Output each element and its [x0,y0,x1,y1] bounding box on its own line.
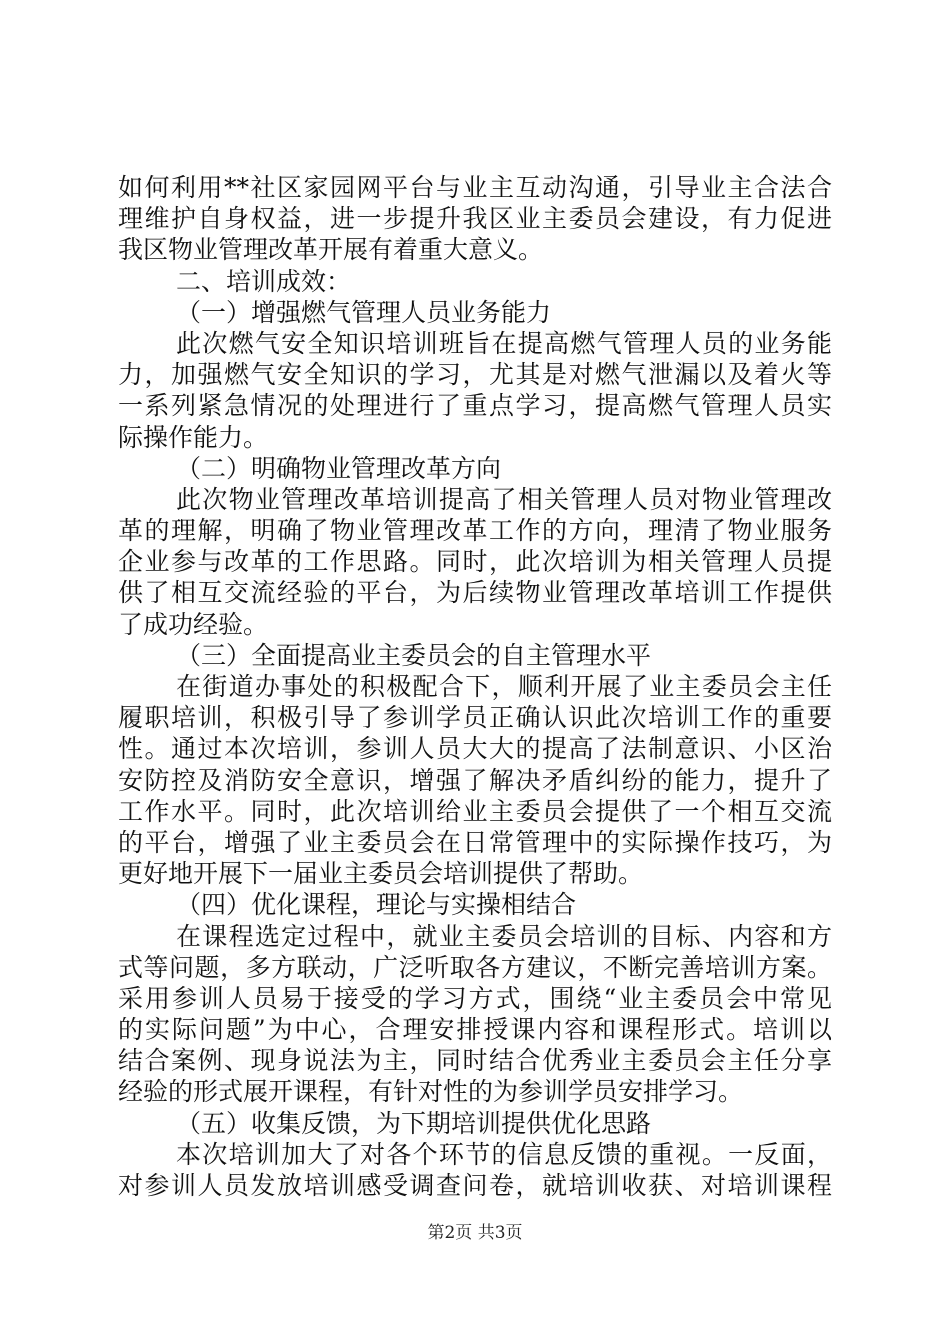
text-line: 一系列紧急情况的处理进行了重点学习，提高燃气管理人员实 [118,391,832,421]
text-line: 的实际问题”为中心，合理安排授课内容和课程形式。培训以 [118,1015,832,1045]
text-line: （二）明确物业管理改革方向 [176,453,502,483]
text-line: 更好地开展下一届业主委员会培训提供了帮助。 [118,859,644,889]
text-line: 供了相互交流经验的平台，为后续物业管理改革培训工作提供 [118,578,832,608]
text-line: 力，加强燃气安全知识的学习，尤其是对燃气泄漏以及着火等 [118,360,832,390]
text-line: 如何利用**社区家园网平台与业主互动沟通，引导业主合法合 [118,173,832,202]
text-line: 此次燃气安全知识培训班旨在提高燃气管理人员的业务能 [176,328,832,358]
text-line: 在街道办事处的积极配合下，顺利开展了业主委员会主任 [176,672,832,701]
text-line: 我区物业管理改革开展有着重大意义。 [118,235,544,265]
text-line: 工作水平。同时，此次培训给业主委员会提供了一个相互交流 [118,796,832,826]
text-line: 的平台，增强了业主委员会在日常管理中的实际操作技巧，为 [118,827,832,857]
text-line: 此次物业管理改革培训提高了相关管理人员对物业管理改 [176,484,832,514]
text-line: （三）全面提高业主委员会的自主管理水平 [176,640,652,670]
text-line: 式等问题，多方联动，广泛听取各方建议，不断完善培训方案。 [118,952,832,982]
text-line: 经验的形式展开课程，有针对性的为参训学员安排学习。 [118,1077,744,1107]
text-line: 安防控及消防安全意识，增强了解决矛盾纠纷的能力，提升了 [118,765,832,795]
text-line: （五）收集反馈，为下期培训提供优化思路 [176,1108,652,1138]
text-line: 了成功经验。 [118,609,269,639]
text-line: 企业参与改革的工作思路。同时，此次培训为相关管理人员提 [118,547,832,577]
text-line: 在课程选定过程中，就业主委员会培训的目标、内容和方 [176,921,832,951]
text-line: 际操作能力。 [118,422,269,452]
document-body [118,172,832,1201]
text-line: 履职培训，积极引导了参训学员正确认识此次培训工作的重要 [118,703,832,733]
text-line: 结合案例、现身说法为主，同时结合优秀业主委员会主任分享 [118,1046,832,1076]
text-line: 二、培训成效： [176,266,352,296]
text-line: 理维护自身权益，进一步提升我区业主委员会建设，有力促进 [118,204,832,234]
text-line: 性。通过本次培训，参训人员大大的提高了法制意识、小区治 [118,734,832,764]
text-line: （四）优化课程，理论与实操相结合 [176,890,577,920]
text-line: 本次培训加大了对各个环节的信息反馈的重视。一反面， [176,1139,832,1169]
page-footer: 第2页 共3页 [427,1223,523,1243]
text-line: 采用参训人员易于接受的学习方式，围绕“业主委员会中常见 [118,983,832,1013]
text-line: 对参训人员发放培训感受调查问卷，就培训收获、对培训课程 [118,1171,832,1200]
text-line: （一）增强燃气管理人员业务能力 [176,297,552,327]
text-line: 革的理解，明确了物业管理改革工作的方向，理清了物业服务 [118,516,832,546]
